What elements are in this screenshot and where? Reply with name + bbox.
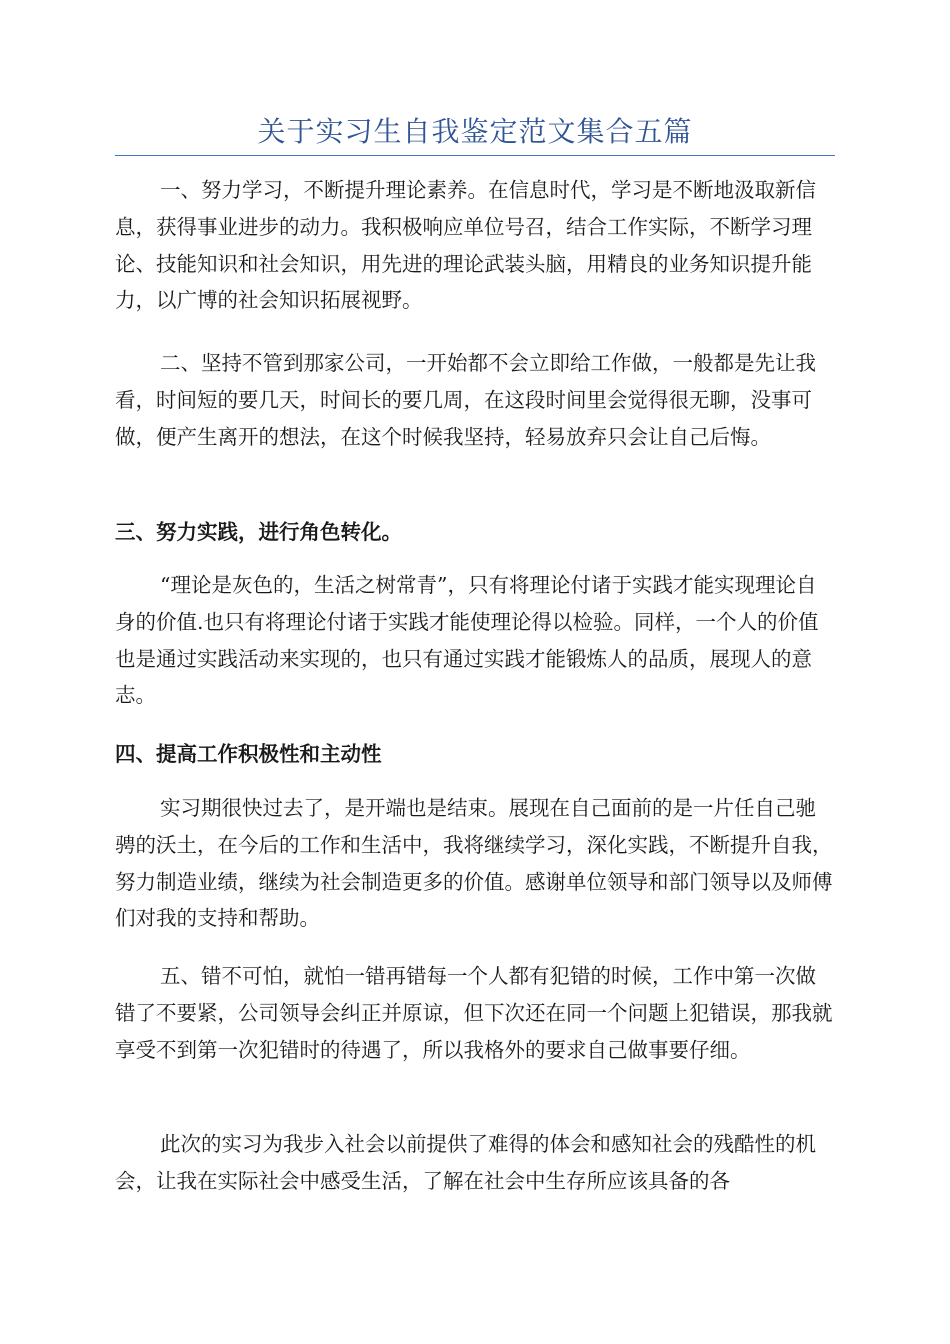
paragraph-6: 此次的实习为我步入社会以前提供了难得的体会和感知社会的残酷性的机会，让我在实际社会中感受生活，了解在社会中生存所应该具备的各: [115, 1132, 816, 1193]
paragraph-2: 二、坚持不管到那家公司，一开始都不会立即给工作做，一般都是先让我看，时间短的要几天，时间长的要几周，在这段时间里会觉得很无聊，没事可做，便产生离开的想法，在这个时候我坚持，轻易放弃只会让自己后悔。: [115, 351, 816, 449]
paragraph-5: 五、错不可怕，就怕一错再错每一个人都有犯错的时候，工作中第一次做错了不要紧，公司领导会纠正并原谅，但下次还在同一个问题上犯错误，那我就享受不到第一次犯错时的待遇了，所以我格外的要求自己做事要仔细。: [115, 964, 833, 1062]
title-underline: [115, 155, 835, 156]
paragraph-3: “理论是灰色的，生活之树常青”，只有将理论付诸于实践才能实现理论自身的价值.也只有将理论付诸于实践才能使理论得以检验。同样，一个人的价值也是通过实践活动来实现的，也只有通过实践才能锻炼人的品质，展现人的意志。: [115, 573, 819, 708]
document-title: 关于实习生自我鉴定范文集合五篇: [257, 115, 693, 148]
section-heading-3: 三、努力实践，进行角色转化。: [115, 520, 402, 544]
paragraph-1: 一、努力学习，不断提升理论素养。在信息时代，学习是不断地汲取新信息，获得事业进步的动力。我积极响应单位号召，结合工作实际，不断学习理论、技能知识和社会知识，用先进的理论武装头脑，用精良的业务知识提升能力，以广博的社会知识拓展视野。: [115, 178, 816, 313]
paragraph-4: 实习期很快过去了，是开端也是结束。展现在自己面前的是一片任自己驰骋的沃土，在今后的工作和生活中，我将继续学习，深化实践，不断提升自我，努力制造业绩，继续为社会制造更多的价值。感谢单位领导和部门领导以及师傅们对我的支持和帮助。: [115, 796, 833, 931]
section-heading-4: 四、提高工作积极性和主动性: [115, 742, 382, 766]
